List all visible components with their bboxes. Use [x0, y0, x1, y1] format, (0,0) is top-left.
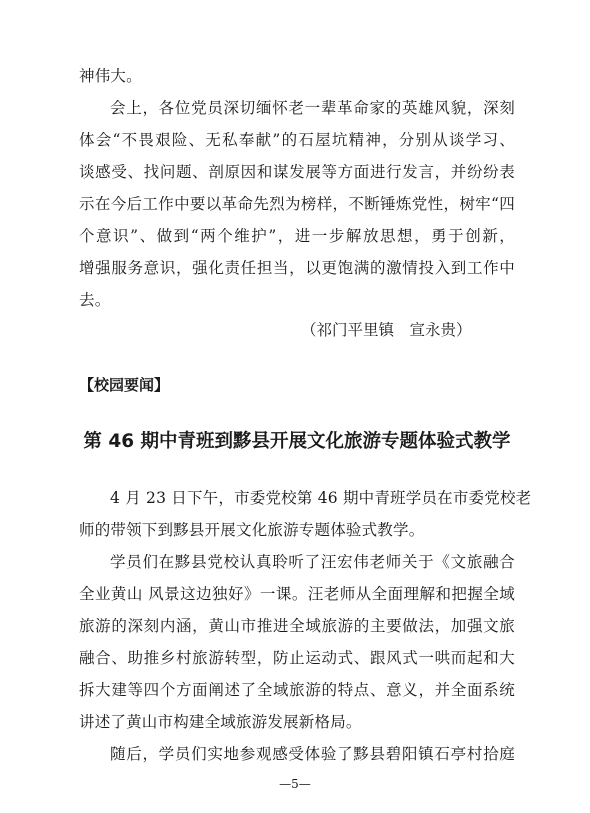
- paragraph-line: 全业黄山 风景这边独好》一课。汪老师从全面理解和把握全域: [79, 585, 515, 603]
- section-heading: 【校园要闻】: [79, 376, 170, 394]
- paragraph-line: 体会“不畏艰险、无私奉献”的石屋坑精神，分别从谈学习、: [79, 131, 515, 149]
- paragraph-line: 拆大建等四个方面阐述了全域旅游的特点、意义，并全面系统: [79, 681, 515, 699]
- paragraph-line: 学员们在黟县党校认真聆听了汪宏伟老师关于《文旅融合: [110, 553, 515, 571]
- paragraph-line: 4 月 23 日下午，市委党校第 46 期中青班学员在市委党校老: [110, 489, 532, 507]
- paragraph-line: 随后，学员们实地参观感受体验了黟县碧阳镇石亭村拾庭: [110, 745, 515, 763]
- paragraph-line: 神伟大。: [79, 67, 142, 85]
- paragraph-line: 师的带领下到黟县开展文化旅游专题体验式教学。: [79, 521, 425, 539]
- page-number: —5—: [279, 777, 311, 791]
- author-signature: （祁门平里镇 宣永贵）: [301, 321, 472, 339]
- paragraph-line: 讲述了黄山市构建全域旅游发展新格局。: [79, 713, 362, 731]
- paragraph-line: 去。: [79, 291, 111, 309]
- paragraph-line: 旅游的深刻内涵，黄山市推进全域旅游的主要做法，加强文旅: [79, 617, 515, 635]
- paragraph-line: 个意识”、做到“两个维护”，进一步解放思想，勇于创新，: [79, 227, 515, 245]
- paragraph-line: 融合、助推乡村旅游转型，防止运动式、跟风式一哄而起和大: [79, 649, 515, 667]
- article-title: 第 46 期中青班到黟县开展文化旅游专题体验式教学: [83, 431, 511, 452]
- paragraph-line: 示在今后工作中要以革命先烈为榜样，不断锤炼党性，树牢“四: [79, 195, 515, 213]
- paragraph-line: 会上，各位党员深切缅怀老一辈革命家的英雄风貌，深刻: [110, 99, 515, 117]
- paragraph-line: 谈感受、找问题、剖原因和谋发展等方面进行发言，并纷纷表: [79, 163, 515, 181]
- paragraph-line: 增强服务意识，强化责任担当，以更饱满的激情投入到工作中: [79, 259, 515, 277]
